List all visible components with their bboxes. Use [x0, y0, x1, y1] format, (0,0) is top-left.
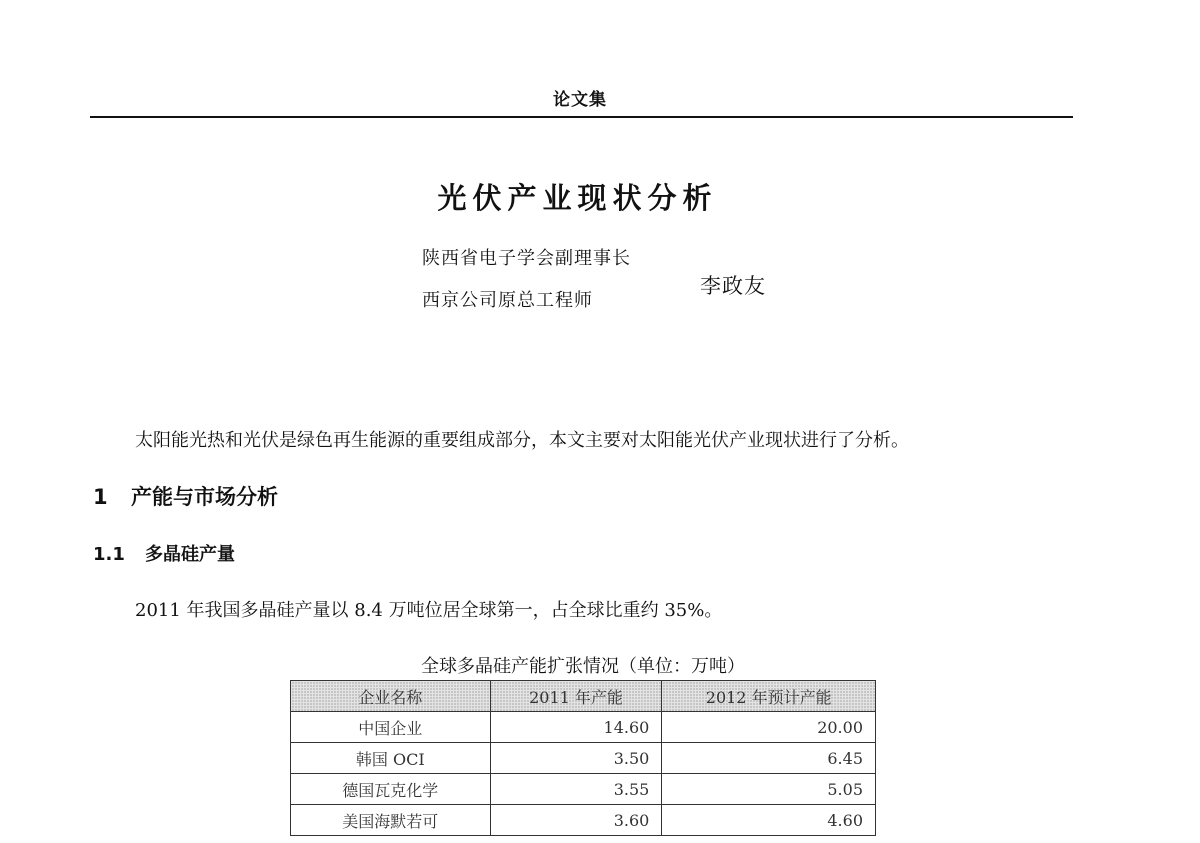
column-header-company: 企业名称: [291, 681, 491, 712]
capacity-table: [290, 680, 876, 836]
section-number: 1: [93, 485, 108, 509]
table-row: [291, 805, 876, 836]
column-header-2011: 2011 年产能: [490, 681, 662, 712]
subsection-heading-1-1: [93, 540, 235, 566]
intro-paragraph: 太阳能光热和光伏是绿色再生能源的重要组成部分，本文主要对太阳能光伏产业现状进行了分析。: [135, 430, 909, 451]
subsection-title: 多晶硅产量: [145, 544, 235, 565]
cell-2012: 5.05: [662, 774, 876, 805]
table-caption: 全球多晶硅产能扩张情况（单位：万吨）: [421, 656, 745, 677]
cell-company: 德国瓦克化学: [291, 774, 491, 805]
running-header: 论文集: [553, 90, 607, 110]
author-affiliation-1: 陕西省电子学会副理事长: [422, 248, 631, 269]
cell-company: 韩国 OCI: [291, 743, 491, 774]
cell-company: 美国海默若可: [291, 805, 491, 836]
article-title: 光伏产业现状分析: [437, 181, 718, 215]
header-rule: [90, 116, 1073, 118]
cell-company: 中国企业: [291, 712, 491, 743]
table-header-row: [291, 681, 876, 712]
cell-2012: 6.45: [662, 743, 876, 774]
section-title: 产能与市场分析: [131, 485, 278, 509]
table-row: [291, 774, 876, 805]
cell-2011: 3.60: [490, 805, 662, 836]
section-heading-1: [93, 481, 278, 511]
cell-2011: 3.50: [490, 743, 662, 774]
author-affiliation-2: 西京公司原总工程师: [422, 290, 593, 311]
cell-2011: 3.55: [490, 774, 662, 805]
table-row: [291, 743, 876, 774]
cell-2012: 4.60: [662, 805, 876, 836]
body-paragraph: 2011 年我国多晶硅产量以 8.4 万吨位居全球第一，占全球比重约 35%。: [135, 600, 723, 621]
table-row: [291, 712, 876, 743]
cell-2011: 14.60: [490, 712, 662, 743]
author-name: 李政友: [700, 274, 766, 298]
cell-2012: 20.00: [662, 712, 876, 743]
subsection-number: 1.1: [93, 544, 125, 565]
column-header-2012: 2012 年预计产能: [662, 681, 876, 712]
